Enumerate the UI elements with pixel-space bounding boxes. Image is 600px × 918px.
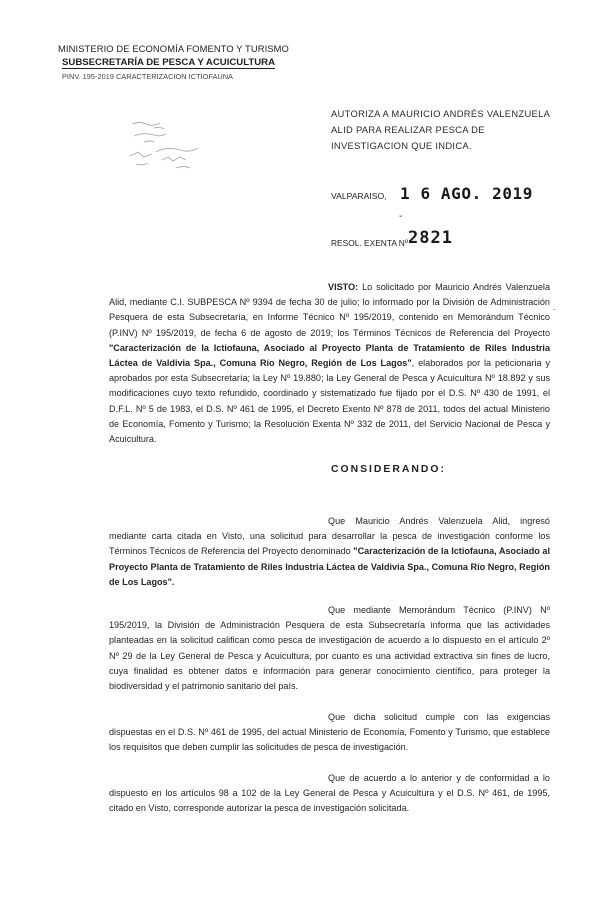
subsecretaria-heading: SUBSECRETARÍA DE PESCA Y ACUICULTURA xyxy=(62,57,276,68)
visto-lead: VISTO: xyxy=(328,282,359,292)
paragraph-1-text: Que Mauricio Andrés Valenzuela Alid, ingresó mediante carta citada en Visto, una solicitud para desarrollar la pesca de investigación conforme los Términos Técnicos de Referencia del Proyecto denominado xyxy=(109,516,550,557)
visto-project-name: "Caracterización de la Ictiofauna, Asociado al Proyecto Planta de Tratamiento de Riles Industria Láctea de Valdivia Spa., Comuna Río Negro, Región de Los Lagos" xyxy=(109,342,550,369)
seal-stamp-graphic xyxy=(126,112,204,180)
date-stamp: 1 6 AGO. 2019 xyxy=(400,184,534,203)
place-label: VALPARAISO, xyxy=(331,191,387,201)
margin-mark: . xyxy=(553,302,556,312)
paragraph-1-project-name: "Caracterización de la Ictiofauna, Asociado al Proyecto Planta de Tratamiento de Riles Industria Láctea de Valdivia Spa., Comuna Río Negro, Región de Los Lagos". xyxy=(109,546,550,587)
decorative-dash: - xyxy=(399,211,403,222)
reference-code: PINV. 195-2019 CARACTERIZACION ICTIOFAUNA xyxy=(62,72,233,81)
considerando-paragraph-1 xyxy=(109,514,550,590)
resolution-number: 2821 xyxy=(408,228,453,248)
visto-text-1: Lo solicitado por Mauricio Andrés Valenzuela Alid, mediante C.I. SUBPESCA Nº 9394 de fecha 30 de julio; lo informado por la División de Administración Pesquera de esta Subsecretaría, en Informe Técnico Nº 195/2019, contenido en Memorándum Técnico (P.INV) Nº 195/2019, de fecha 6 de agosto de 2019; los Términos Técnicos de Referencia del Proyecto xyxy=(109,282,550,338)
resolution-subject: AUTORIZA A MAURICIO ANDRÉS VALENZUELA ALID PARA REALIZAR PESCA DE INVESTIGACION QUE INDICA. xyxy=(331,108,550,151)
considerando-paragraph-4: Que de acuerdo a lo anterior y de conformidad a lo dispuesto en los artículos 98 a 102 de la Ley General de Pesca y Acuicultura y el D.S. Nº 461, de 1995, citado en Visto, corresponde autorizar la pesca de investigación solicitada. xyxy=(109,773,550,814)
visto-text-2: , elaborados por la peticionaria y aprobados por esta Subsecretaría; la Ley Nº 19.880; la Ley General de Pesca y Acuicultura Nº 18.892 y sus modificaciones cuyo texto refundido, coordinado y sistematizado fue fijado por el D.S. Nº 430 de 1991, el D.F.L. Nº 5 de 1983, el D.S. Nº 461 de 1995, el Decreto Exento Nº 878 de 2011, todos del actual Ministerio de Economía, Fomento y Turismo; la Resolución Exenta Nº 332 de 2011, del Servicio Nacional de Pesca y Acuicultura. xyxy=(109,358,550,445)
considerando-heading: CONSIDERANDO: xyxy=(331,464,446,475)
resolution-label: RESOL. EXENTA Nº xyxy=(331,238,408,248)
official-seal-stamp xyxy=(126,112,204,180)
considerando-paragraph-3: Que dicha solicitud cumple con las exigencias dispuestas en el D.S. Nº 461 de 1995, del actual Ministerio de Economía, Fomento y Turismo, que establece los requisitos que deben cumplir las solicitudes de pesca de investigación. xyxy=(109,712,550,753)
ministry-heading: MINISTERIO DE ECONOMÍA FOMENTO Y TURISMO xyxy=(58,43,289,54)
visto-paragraph xyxy=(109,280,550,447)
considerando-paragraph-2: Que mediante Memorándum Técnico (P.INV) Nº 195/2019, la División de Administración Pesquera de esta Subsecretaría informa que las actividades planteadas en la solicitud califican como pesca de investigación de acuerdo a lo dispuesto en el artículo 2º Nº 29 de la Ley General de Pesca y Acuicultura, por cuanto es una actividad extractiva sin fines de lucro, cuya finalidad es obtener datos e información para generar conocimiento científico, para proteger la biodiversidad y el patrimonio sanitario del país. xyxy=(109,605,550,692)
